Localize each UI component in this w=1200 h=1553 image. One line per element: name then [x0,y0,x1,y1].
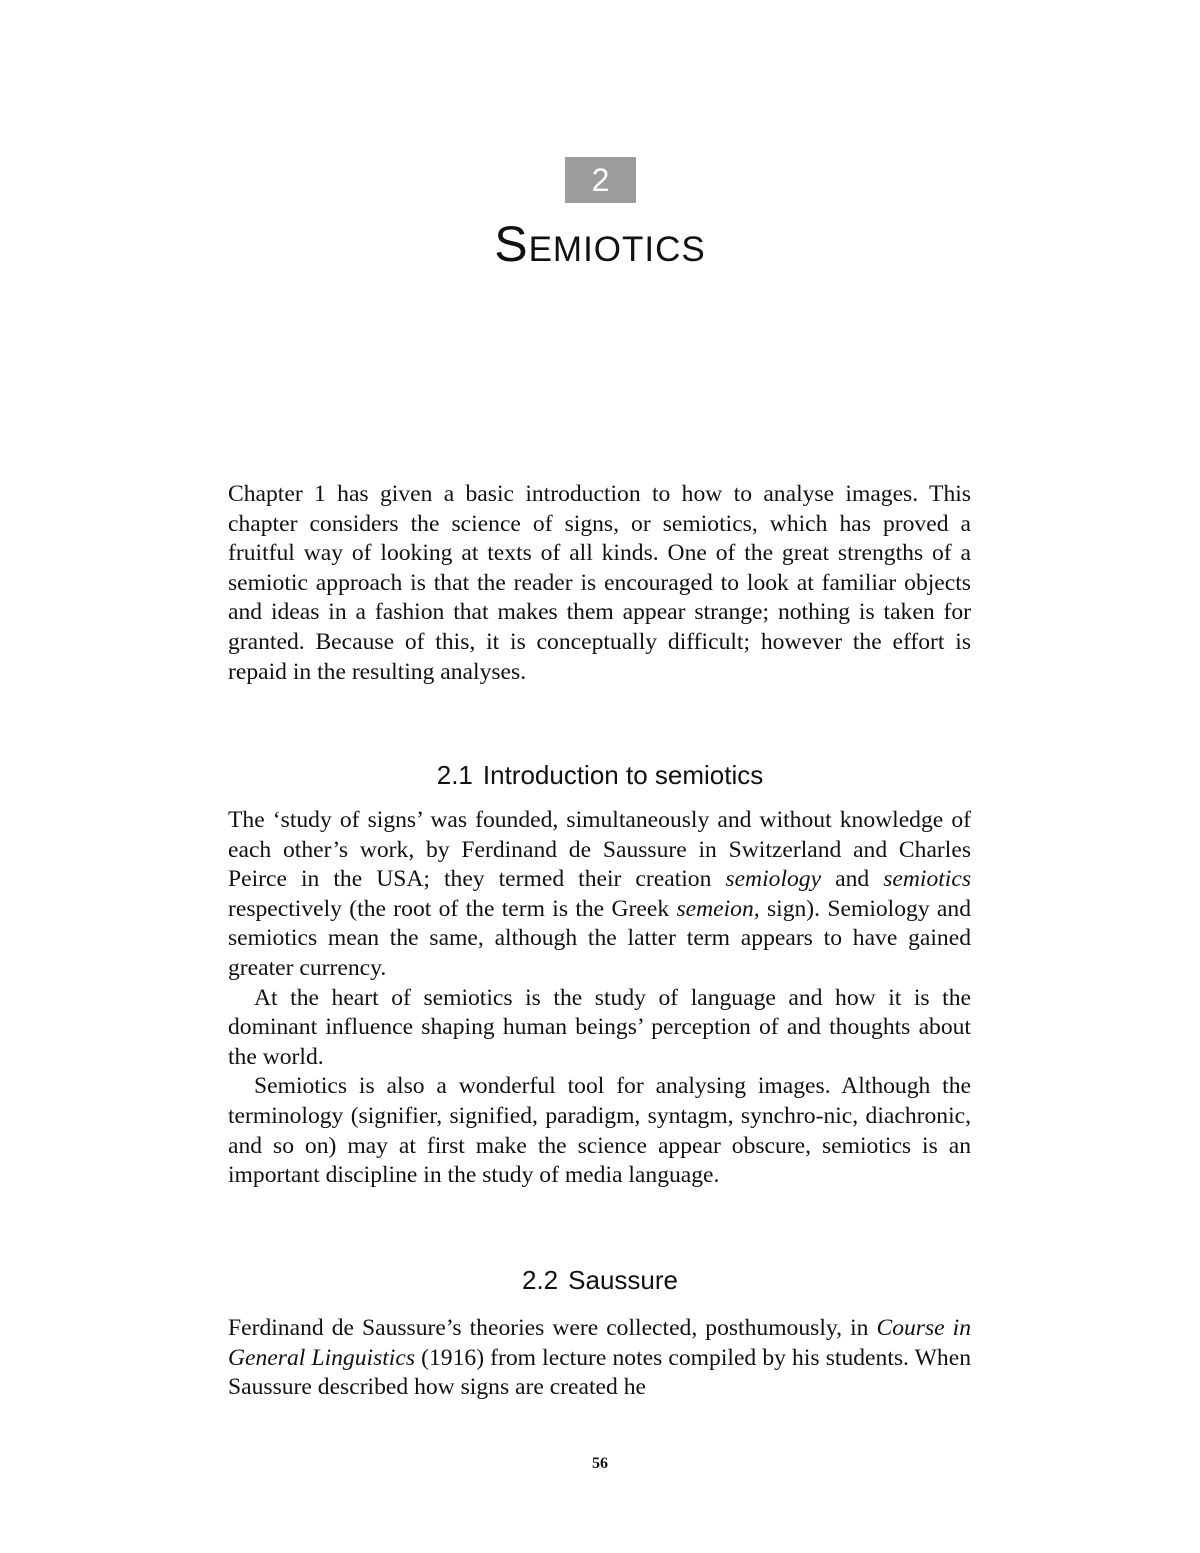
italic-term: semeion, [676,895,760,922]
section-2-2-body [228,1314,971,1403]
chapter-title: Semiotics [494,216,706,272]
section-2-1-paragraph-1 [228,806,971,984]
italic-term: semiology [725,866,822,893]
text-run: The ‘study of signs’ was founded, simultaneously and without knowledge of each other’s work, by Ferdinand de Saussure in Switzerland and Charles Peirce in the USA; they termed their creation [228,807,971,893]
section-2-1-body [228,806,971,1191]
text-run: (1916) from lecture notes compiled by his students. When Saussure described how signs are created he [228,1344,971,1401]
intro-paragraph: Chapter 1 has given a basic introduction to how to analyse images. This chapter considers the science of signs, or semiotics, which has proved a fruitful way of looking at texts of all kinds. One of the great strengths of a semiotic approach is that the reader is encouraged to look at familiar objects and ideas in a fashion that makes them appear strange; nothing is taken for granted. Because of this, it is conceptually difficult; however the effort is repaid in the resulting analyses. [228,481,971,685]
section-2-2-paragraph-1 [228,1314,971,1403]
chapter-number-badge: 2 [565,157,636,203]
section-heading-2-1 [0,760,1200,791]
text-run: and [821,866,884,893]
intro-block [228,480,971,687]
text-run: respectively (the root of the term is the Greek [228,895,677,922]
section-title: Saussure [568,1265,678,1295]
section-title: Introduction to semiotics [482,760,764,790]
section-2-1-paragraph-2: At the heart of semiotics is the study of language and how it is the dominant influence shaping human beings’ perception of and thoughts about the world. [228,984,971,1070]
italic-term: semiotics [883,866,972,893]
section-2-1-paragraph-3: Semiotics is also a wonderful tool for analysing images. Although the terminology (signifier, signified, paradigm, syntagm, synchro-nic, diachronic, and so on) may at first make the science appear obscure, semiotics is an important discipline in the study of media language. [228,1073,971,1189]
text-run: Ferdinand de Saussure’s theories were collected, posthumously, in [228,1315,877,1341]
section-number: 2.2 [522,1265,559,1295]
italic-book-title: Course in General Linguistics [228,1315,971,1371]
section-number: 2.1 [436,760,473,790]
section-heading-2-2 [0,1265,1200,1296]
text-run: sign). Semiology and semiotics mean the same, although the latter term appears to have gained greater currency. [228,895,972,981]
page-number: 56 [592,1455,608,1472]
